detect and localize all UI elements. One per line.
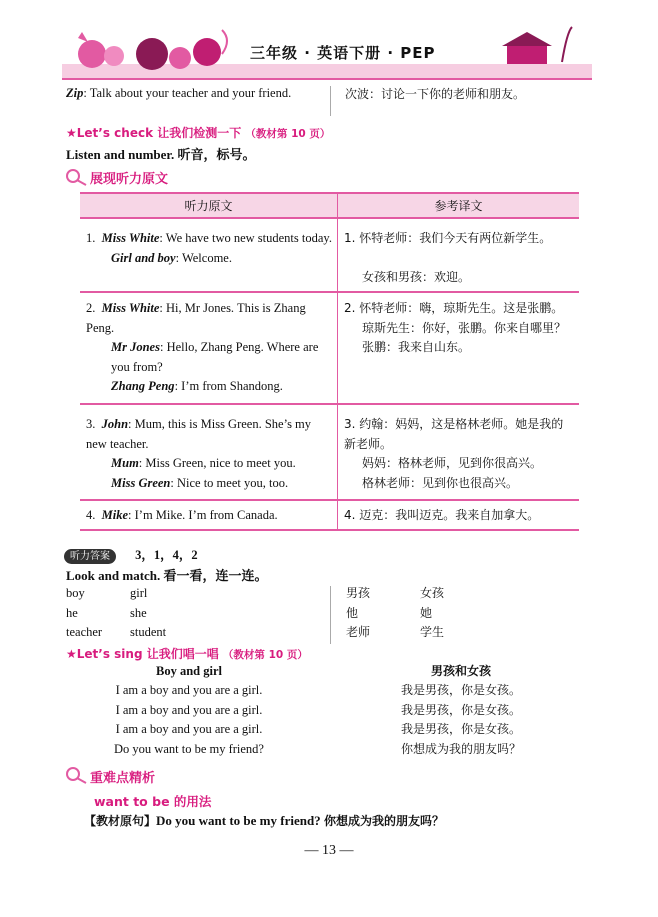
transcript-section-title: 展现听力原文 xyxy=(90,172,169,187)
zip-speaker: Zip xyxy=(66,86,84,100)
song-line: I am a boy and you are a girl. xyxy=(115,683,263,697)
key-section-title: 重难点精析 xyxy=(90,771,156,786)
match-instruction: Look and match. 看一看，连一连。 xyxy=(66,568,268,583)
row-num: 1. xyxy=(86,231,96,245)
line-text: : Miss Green, nice to meet you. xyxy=(138,456,296,470)
row-2-cn-2: 琼斯先生：你好，张鹏。你来自哪里？ xyxy=(362,320,567,335)
speaker: Mum xyxy=(111,456,139,470)
row-2-cn-1 xyxy=(344,299,575,319)
col-original: 听力原文 xyxy=(80,193,338,218)
sing-heading-text: ★Let’s sing 让我们唱一唱 xyxy=(66,647,219,661)
row-2-line-2 xyxy=(86,338,333,377)
check-instruction: Listen and number. 听音，标号。 xyxy=(66,147,256,162)
check-heading-text: ★Let’s check 让我们检测一下 xyxy=(66,126,242,140)
column-divider xyxy=(330,86,331,116)
song-title-en: Boy and girl xyxy=(156,664,222,678)
match-word: 男孩 xyxy=(346,586,371,600)
sing-heading xyxy=(66,645,308,662)
zip-text: : Talk about your teacher and your friend. xyxy=(83,86,292,100)
cn-text: 怀特老师：嗨，琼斯先生。这是张鹏。 xyxy=(359,301,564,315)
key-phrase: want to be 的用法 xyxy=(94,794,212,809)
speaker: Girl and boy xyxy=(111,250,176,265)
song-line: 我是男孩，你是女孩。 xyxy=(400,722,521,736)
search-icon xyxy=(64,168,88,191)
line-text: : Welcome. xyxy=(175,250,232,265)
song-line: 我是男孩，你是女孩。 xyxy=(400,683,521,697)
cn-text: 约翰：妈妈，这是格林老师。她是我的新老师。 xyxy=(344,417,564,451)
answer-badge: 听力答案 xyxy=(64,549,116,564)
speaker: Mike xyxy=(101,508,129,522)
song-line: 你想成为我的朋友吗？ xyxy=(400,741,521,756)
row-4-cn-1 xyxy=(344,506,575,526)
match-word: he xyxy=(66,605,78,620)
line-text: : I’m Mike. I’m from Canada. xyxy=(128,508,278,522)
cn-text: 迈克：我叫迈克。我来自加拿大。 xyxy=(359,508,540,522)
line-text: : Mum, this is Miss Green. She’s my new teacher. xyxy=(86,417,312,451)
match-word: 学生 xyxy=(420,625,445,639)
answer-value: 3，1，4，2 xyxy=(135,548,198,562)
song-title-cn: 男孩和女孩 xyxy=(430,664,491,678)
match-word: 女孩 xyxy=(420,586,445,600)
song-line: I am a boy and you are a girl. xyxy=(115,722,263,736)
key-sentence: Do you want to be my friend? xyxy=(156,813,321,828)
line-text: : We have two new students today. xyxy=(159,231,332,245)
row-1-line-1 xyxy=(86,229,333,249)
line-text: : I’m from Shandong. xyxy=(174,379,283,393)
row-3-cn-3: 格林老师：见到你也很高兴。 xyxy=(362,475,519,490)
table-row xyxy=(80,292,579,404)
speaker: Miss White xyxy=(101,301,160,315)
speaker: Miss White xyxy=(101,231,160,245)
transcript-table xyxy=(80,192,579,531)
match-cn-row xyxy=(346,623,444,643)
match-word: 他 xyxy=(346,605,359,620)
match-cn-row xyxy=(346,584,444,604)
row-2-line-3 xyxy=(86,377,333,397)
row-3-cn-1 xyxy=(344,415,575,454)
song-line: Do you want to be my friend? xyxy=(114,741,264,756)
answer-row xyxy=(64,544,198,564)
speaker: Zhang Peng xyxy=(111,379,175,393)
song-line: I am a boy and you are a girl. xyxy=(115,702,263,717)
speaker: Miss Green xyxy=(111,475,171,490)
cn-text: 怀特老师：我们今天有两位新学生。 xyxy=(359,231,552,245)
check-heading xyxy=(66,124,330,141)
row-4-line-1 xyxy=(86,506,333,526)
match-en-row xyxy=(66,604,166,624)
zip-line xyxy=(66,84,321,104)
song-lines-cn xyxy=(338,681,584,759)
zip-cn: 次波：讨论一下你的老师和朋友。 xyxy=(345,87,526,101)
song-lines-en xyxy=(66,681,312,759)
table-row xyxy=(80,500,579,530)
row-num: 1. xyxy=(344,231,356,245)
match-en-row xyxy=(66,584,166,604)
match-word: 她 xyxy=(420,605,433,620)
row-3-line-1 xyxy=(86,415,333,454)
row-1-cn-1 xyxy=(344,229,575,249)
match-word: boy xyxy=(66,586,85,600)
match-word: she xyxy=(130,605,147,620)
row-num: 2. xyxy=(344,301,356,315)
key-label: 【教材原句】 xyxy=(84,814,157,828)
key-cn: 你想成为我的朋友吗？ xyxy=(323,814,444,828)
row-1-cn-2: 女孩和男孩：欢迎。 xyxy=(362,269,471,284)
song-line: 我是男孩，你是女孩。 xyxy=(400,702,521,717)
row-2-cn-3: 张鹏：我来自山东。 xyxy=(362,340,471,354)
line-text: : Nice to meet you, too. xyxy=(170,475,289,490)
search-icon xyxy=(64,766,88,789)
match-en-row xyxy=(66,623,166,643)
check-ref: （教材第 10 页） xyxy=(245,128,331,140)
row-3-line-3 xyxy=(86,474,333,494)
line-text: : Hi, Mr Jones. This is Zhang Peng. xyxy=(86,301,306,335)
match-word: 老师 xyxy=(346,625,371,639)
row-num: 3. xyxy=(86,417,96,431)
match-cn xyxy=(346,584,444,643)
line-text: : Hello, Zhang Peng. Where are you from? xyxy=(111,340,319,374)
row-num: 4. xyxy=(86,508,96,522)
key-sentence-row xyxy=(84,812,444,829)
row-3-cn-2: 妈妈：格林老师，见到你很高兴。 xyxy=(362,456,543,470)
match-word: student xyxy=(130,625,167,639)
table-row xyxy=(80,218,579,292)
match-en xyxy=(66,584,166,643)
header-title: 三年级 · 英语下册 · PEP xyxy=(250,44,436,62)
match-cn-row xyxy=(346,604,444,624)
page-number: — 13 — xyxy=(304,843,354,858)
match-word: girl xyxy=(130,586,148,600)
row-num: 3. xyxy=(344,417,356,431)
row-1-line-2 xyxy=(86,249,333,269)
match-word: teacher xyxy=(66,625,103,639)
row-2-line-1 xyxy=(86,299,333,338)
row-3-line-2 xyxy=(86,454,333,474)
row-num: 2. xyxy=(86,301,96,315)
speaker: John xyxy=(101,417,129,431)
table-row xyxy=(80,404,579,500)
column-divider xyxy=(330,586,331,644)
row-num: 4. xyxy=(344,508,356,522)
col-translation: 参考译文 xyxy=(338,193,580,218)
speaker: Mr Jones xyxy=(111,340,160,354)
sing-ref: （教材第 10 页） xyxy=(222,649,308,661)
